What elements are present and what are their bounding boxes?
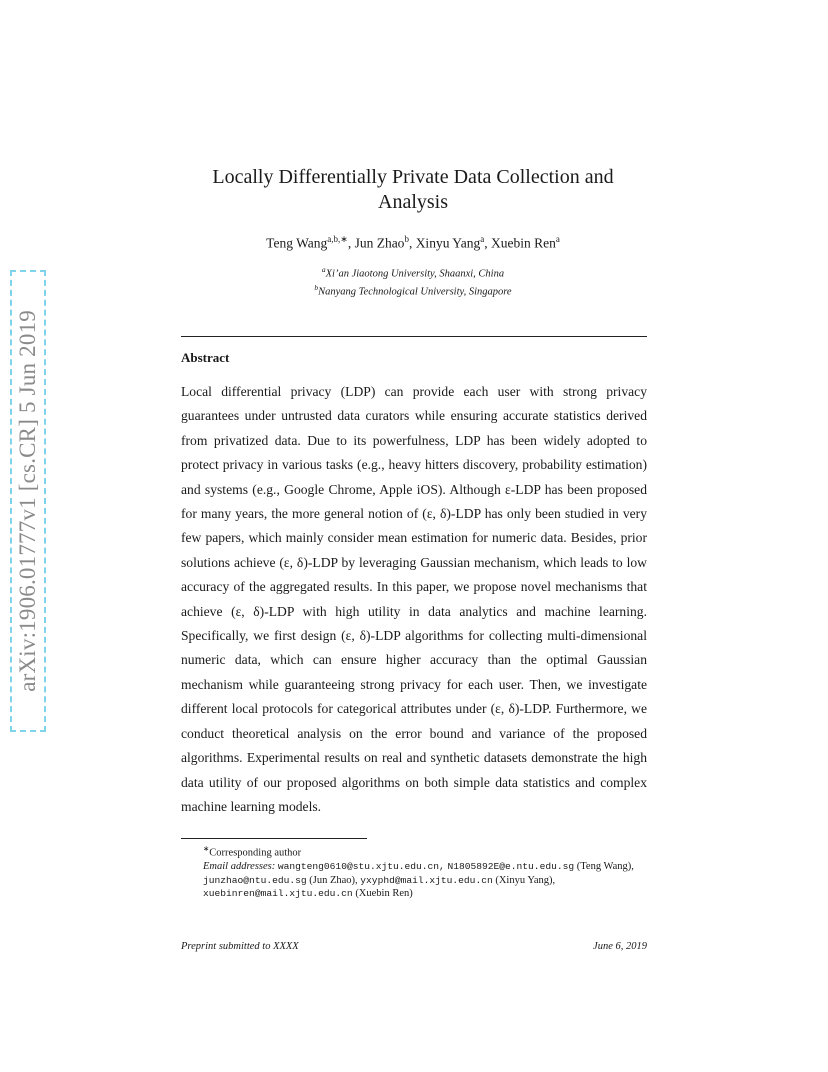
title-line-1: Locally Differentially Private Data Collection and bbox=[212, 166, 614, 188]
author-affil-mark: a bbox=[555, 234, 560, 244]
header-rule bbox=[181, 336, 647, 337]
title-line-2: Analysis bbox=[378, 191, 448, 213]
affiliation: $^a$Xi’an Jiaotong University, Shaanxi, China bbox=[321, 265, 505, 280]
preprint-note: Preprint submitted to XXXX bbox=[181, 941, 299, 952]
abstract-heading: Abstract bbox=[181, 350, 230, 365]
email-link[interactable]: xuebinren@mail.xjtu.edu.cn bbox=[203, 888, 353, 900]
footnote-rule bbox=[181, 838, 367, 839]
affiliation: $^b$Nanyang Technological University, Singapore bbox=[314, 283, 512, 298]
paper-title bbox=[170, 165, 656, 215]
author-affil-mark: b bbox=[404, 234, 409, 244]
author-affil-mark: a bbox=[480, 234, 485, 244]
email-link[interactable]: N1805892E@e.ntu.edu.sg bbox=[447, 861, 575, 873]
author-list: Teng Wang$^{a,b,∗}$, Jun Zhao$^b$, Xinyu Yang$^a$, Xuebin Ren$^a$ bbox=[266, 234, 560, 251]
arxiv-id: arXiv:1906.01777v1 [cs.CR] 5 Jun 2019 bbox=[15, 310, 40, 692]
author-name: Jun Zhao bbox=[354, 235, 405, 251]
author-name: Xuebin Ren bbox=[490, 235, 556, 251]
date-note: June 6, 2019 bbox=[593, 941, 647, 952]
abstract-text: Local differential privacy (LDP) can provide each user with strong privacy guarantees under untrusted data curators while ensuring accurate statistics derived from privatized data. Due to its powerfulness, LDP has been widely adopted to protect privacy in various tasks (e.g., heavy hitters discovery, probability estimation) and systems (e.g., Google Chrome, Apple iOS). Although ε-LDP has been proposed for many years, the more general notion of (ε, δ)-LDP has only been studied in very few papers, which mainly consider mean estimation for numeric data. Besides, prior solutions achieve (ε, δ)-LDP by leveraging Gaussian mechanism, which leads to low accuracy of the aggregated results. In this paper, we propose novel mechanisms that achieve (ε, δ)-LDP with high utility in data analytics and machine learning. Specifically, we first design (ε, δ)-LDP algorithms for collecting multi-dimensional numeric data, which can ensure higher accuracy than the optimal Gaussian mechanism while guaranteeing strong privacy for each user. Then, we investigate different local protocols for categorical attributes under (ε, δ)-LDP. Furthermore, we conduct theoretical analysis on the error bound and variance of the proposed algorithms. Experimental results on real and synthetic datasets demonstrate the high data utility of our proposed algorithms on both simple data statistics and complex machine learning models. bbox=[181, 384, 647, 814]
affiliations bbox=[170, 263, 656, 299]
email-link[interactable]: junzhao@ntu.edu.sg bbox=[203, 874, 307, 886]
email-addresses: Email addresses: wangteng0610@stu.xjtu.edu.cn, N1805892E@e.ntu.edu.sg (Teng Wang), junzhao@ntu.edu.sg (Jun Zhao), yxyphd@mail.xjtu.edu.cn (Xinyu Yang), xuebinren@mail.xjtu.edu.cn (Xuebin Ren) bbox=[203, 861, 634, 900]
corresponding-author-note: ∗Corresponding author bbox=[203, 844, 302, 859]
footnote bbox=[181, 842, 647, 901]
author-name: Xinyu Yang bbox=[415, 235, 481, 251]
author-affil-mark: a,b,∗ bbox=[327, 234, 348, 244]
email-link[interactable]: yxyphd@mail.xjtu.edu.cn bbox=[360, 874, 493, 886]
author-name: Teng Wang bbox=[266, 235, 328, 251]
email-link[interactable]: wangteng0610@stu.xjtu.edu.cn, bbox=[277, 861, 445, 873]
arxiv-sidebar-stamp bbox=[10, 270, 46, 732]
